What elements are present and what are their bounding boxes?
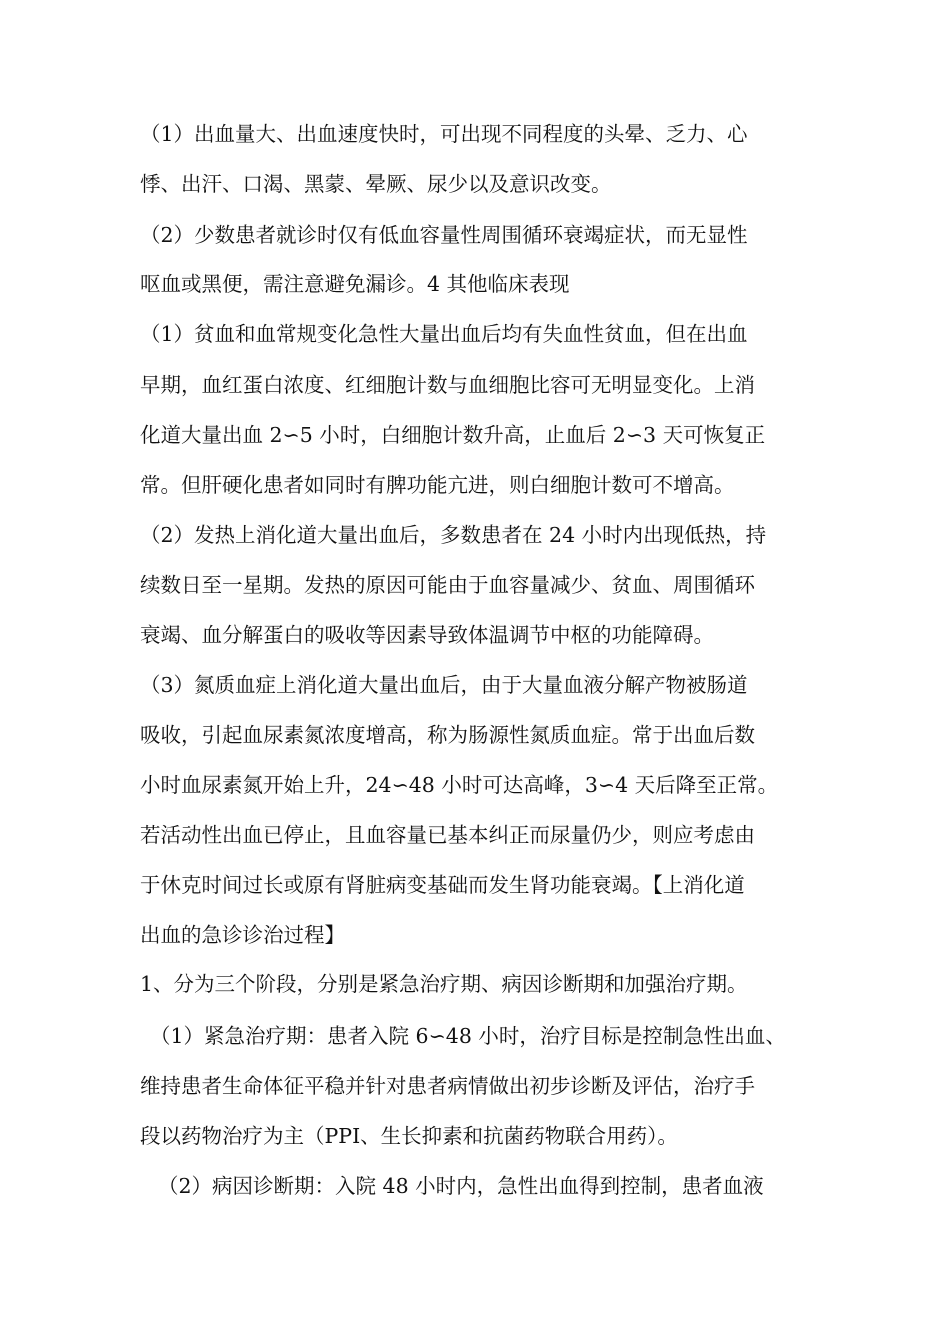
text-line: 1、分为三个阶段，分别是紧急治疗期、病因诊断期和加强治疗期。 [140, 972, 748, 996]
text-line: （1）贫血和血常规变化急性大量出血后均有失血性贫血，但在出血 [140, 322, 748, 346]
text-line: 段以药物治疗为主（PPI、生长抑素和抗菌药物联合用药）。 [140, 1124, 678, 1148]
text-line: 化道大量出血 2∽5 小时，白细胞计数升高，止血后 2∽3 天可恢复正 [140, 423, 766, 447]
text-line: 衰竭、血分解蛋白的吸收等因素导致体温调节中枢的功能障碍。 [140, 623, 714, 647]
text-line: （2）少数患者就诊时仅有低血容量性周围循环衰竭症状，而无显性 [140, 223, 748, 247]
text-line: 小时血尿素氮开始上升，24∽48 小时可达高峰，3∽4 天后降至正常。 [140, 773, 779, 797]
text-line: 常。但肝硬化患者如同时有脾功能亢进，则白细胞计数可不增高。 [140, 473, 735, 497]
text-line: （3）氮质血症上消化道大量出血后，由于大量血液分解产物被肠道 [140, 673, 748, 697]
text-line: 续数日至一星期。发热的原因可能由于血容量减少、贫血、周围循环 [140, 573, 755, 597]
text-line: 早期，血红蛋白浓度、红细胞计数与血细胞比容可无明显变化。上消 [140, 373, 755, 397]
text-line: 若活动性出血已停止，且血容量已基本纠正而尿量仍少，则应考虑由 [140, 823, 755, 847]
text-line: 悸、出汗、口渴、黑蒙、晕厥、尿少以及意识改变。 [140, 172, 612, 196]
text-line: 呕血或黑便，需注意避免漏诊。4 其他临床表现 [140, 272, 570, 296]
text-line: 于休克时间过长或原有肾脏病变基础而发生肾功能衰竭。【上消化道 [140, 873, 745, 897]
text-line: （2）发热上消化道大量出血后，多数患者在 24 小时内出现低热，持 [140, 523, 767, 547]
text-line: 吸收，引起血尿素氮浓度增高，称为肠源性氮质血症。常于出血后数 [140, 723, 755, 747]
text-line: （1）出血量大、出血速度快时，可出现不同程度的头晕、乏力、心 [140, 122, 748, 146]
text-line: （2）病因诊断期：入院 48 小时内，急性出血得到控制，患者血液 [158, 1174, 764, 1198]
text-line: （1）紧急治疗期：患者入院 6∽48 小时，治疗目标是控制急性出血、 [150, 1024, 786, 1048]
text-line: 维持患者生命体征平稳并针对患者病情做出初步诊断及评估，治疗手 [140, 1074, 755, 1098]
text-line: 出血的急诊诊治过程】 [140, 923, 345, 947]
